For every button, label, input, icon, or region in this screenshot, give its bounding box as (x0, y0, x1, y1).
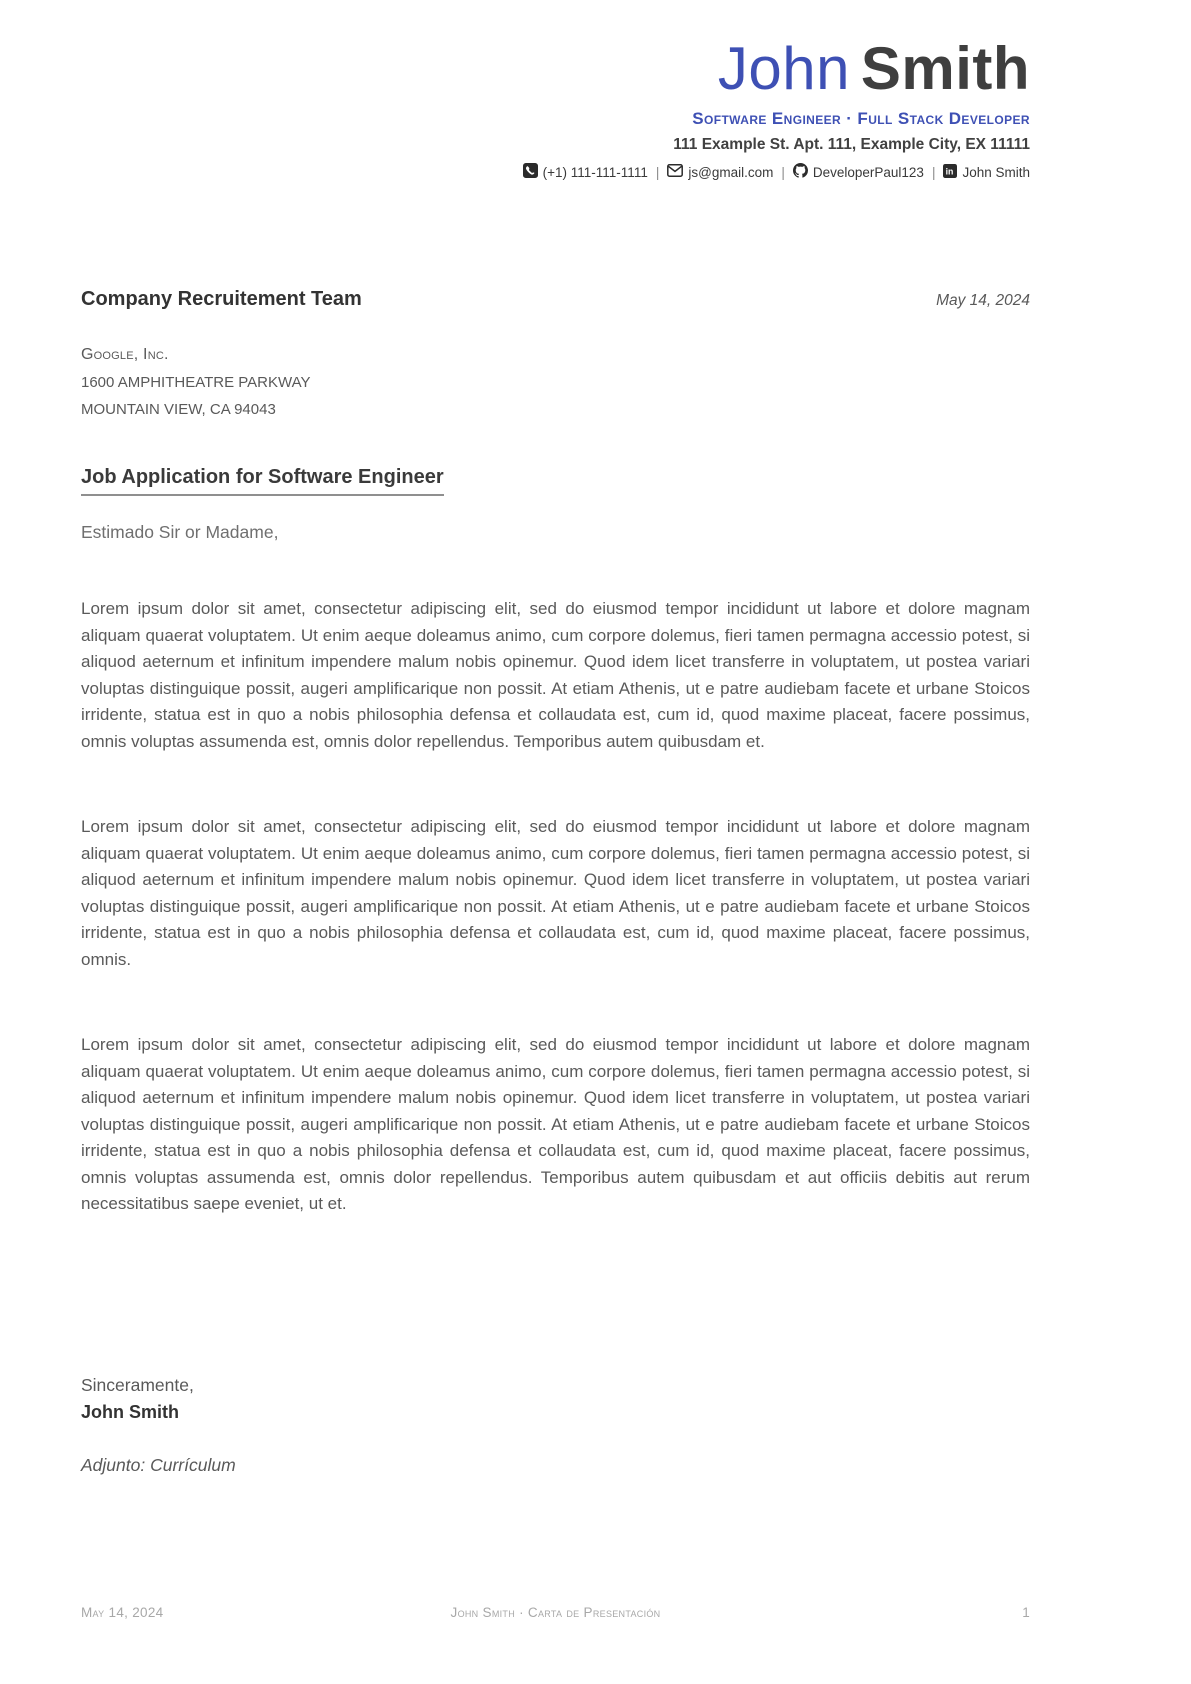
job-tagline: Software Engineer · Full Stack Developer (692, 109, 1030, 128)
letter-subject: Job Application for Software Engineer (81, 466, 444, 496)
signature-name: John Smith (81, 1402, 179, 1422)
applicant-address: 111 Example St. Apt. 111, Example City, EX 11111 (673, 136, 1030, 153)
recipient-title: Company Recruitement Team (81, 288, 362, 310)
svg-text:in: in (946, 166, 954, 177)
phone-item (523, 163, 648, 181)
linkedin-link[interactable]: John Smith (962, 164, 1030, 180)
letter-date: May 14, 2024 (936, 292, 1030, 309)
phone-number: (+1) 111-111-1111 (542, 164, 648, 180)
body-paragraph: Lorem ipsum dolor sit amet, consectetur adipiscing elit, sed do eiusmod tempor incididunt ut labore et dolore magnam aliquam quaerat voluptatem. Ut enim aeque doleamus animo, cum corpore dolemus, fieri tamen permagna accessio potest, si aliquod aeternum et infinitum impendere malum nobis opinemur. Quod idem licet transferre in voluptatem, ut postea variari voluptas distinguique possit, augeri amplificarique non possit. At etiam Athenis, ut e patre audiebam facete et urbane Stoicos irridente, statua est in quo a nobis philosophia defensa et collaudata est, cum id, quod maxime placeat, facere possimus, omnis voluptas assumenda est, omnis dolor repellendus. Temporibus autem quibusdam et aut officiis debitis aut rerum necessitatibus saepe eveniet, ut et. (81, 1035, 1030, 1213)
letter-body (81, 596, 1030, 1277)
recipient-row (81, 288, 1030, 311)
linkedin-icon (943, 164, 957, 181)
github-item[interactable] (793, 163, 924, 181)
email-item[interactable] (667, 164, 773, 180)
closing-salutation: Sinceramente, (81, 1375, 194, 1395)
last-name: Smith (860, 35, 1030, 102)
body-paragraph: Lorem ipsum dolor sit amet, consectetur adipiscing elit, sed do eiusmod tempor incididunt ut labore et dolore magnam aliquam quaerat voluptatem. Ut enim aeque doleamus animo, cum corpore dolemus, fieri tamen permagna accessio potest, si aliquod aeternum et infinitum impendere malum nobis opinemur. Quod idem licet transferre in voluptatem, ut postea variari voluptas distinguique possit, augeri amplificarique non possit. At etiam Athenis, ut e patre audiebam facete et urbane Stoicos irridente, statua est in quo a nobis philosophia defensa et collaudata est, cum id, quod maxime placeat, facere possimus, omnis. (81, 817, 1030, 969)
contact-separator: | (931, 164, 936, 180)
footer-page-number: 1 (1022, 1605, 1030, 1620)
company-address-line1: 1600 AMPHITHEATRE PARKWAY (81, 373, 311, 391)
company-address-line2: MOUNTAIN VIEW, CA 94043 (81, 401, 276, 418)
greeting: Estimado Sir or Madame, (81, 522, 279, 542)
company-name: Google, Inc. (81, 346, 169, 363)
github-link[interactable]: DeveloperPaul123 (812, 164, 924, 180)
contact-separator: | (781, 164, 785, 180)
github-icon (793, 163, 808, 181)
footer-date: May 14, 2024 (81, 1605, 164, 1620)
letter-header (81, 35, 1030, 181)
enclosure-note: Adjunto: Currículum (81, 1455, 236, 1475)
company-address-block (81, 341, 1030, 424)
closing-block (81, 1375, 1030, 1423)
email-link[interactable]: js@gmail.com (688, 164, 774, 180)
subject-wrap (81, 466, 1030, 496)
envelope-icon (667, 164, 683, 180)
first-name: John (717, 35, 851, 102)
body-paragraph: Lorem ipsum dolor sit amet, consectetur adipiscing elit, sed do eiusmod tempor incididunt ut labore et dolore magnam aliquam quaerat voluptatem. Ut enim aeque doleamus animo, cum corpore dolemus, fieri tamen permagna accessio potest, si aliquod aeternum et infinitum impendere malum nobis opinemur. Quod idem licet transferre in voluptatem, ut postea variari voluptas distinguique possit, augeri amplificarique non possit. At etiam Athenis, ut e patre audiebam facete et urbane Stoicos irridente, statua est in quo a nobis philosophia defensa et collaudata est, cum id, quod maxime placeat, facere possimus, omnis voluptas assumenda est, omnis dolor repellendus. Temporibus autem quibusdam et. (81, 599, 1030, 751)
contact-bar (81, 163, 1030, 181)
applicant-name (81, 35, 1030, 102)
linkedin-item[interactable] (943, 164, 1030, 181)
contact-separator: | (655, 164, 660, 180)
phone-square-icon (523, 163, 538, 181)
page-footer (81, 1605, 1030, 1620)
footer-title: John Smith · Carta de Presentación (450, 1605, 661, 1620)
